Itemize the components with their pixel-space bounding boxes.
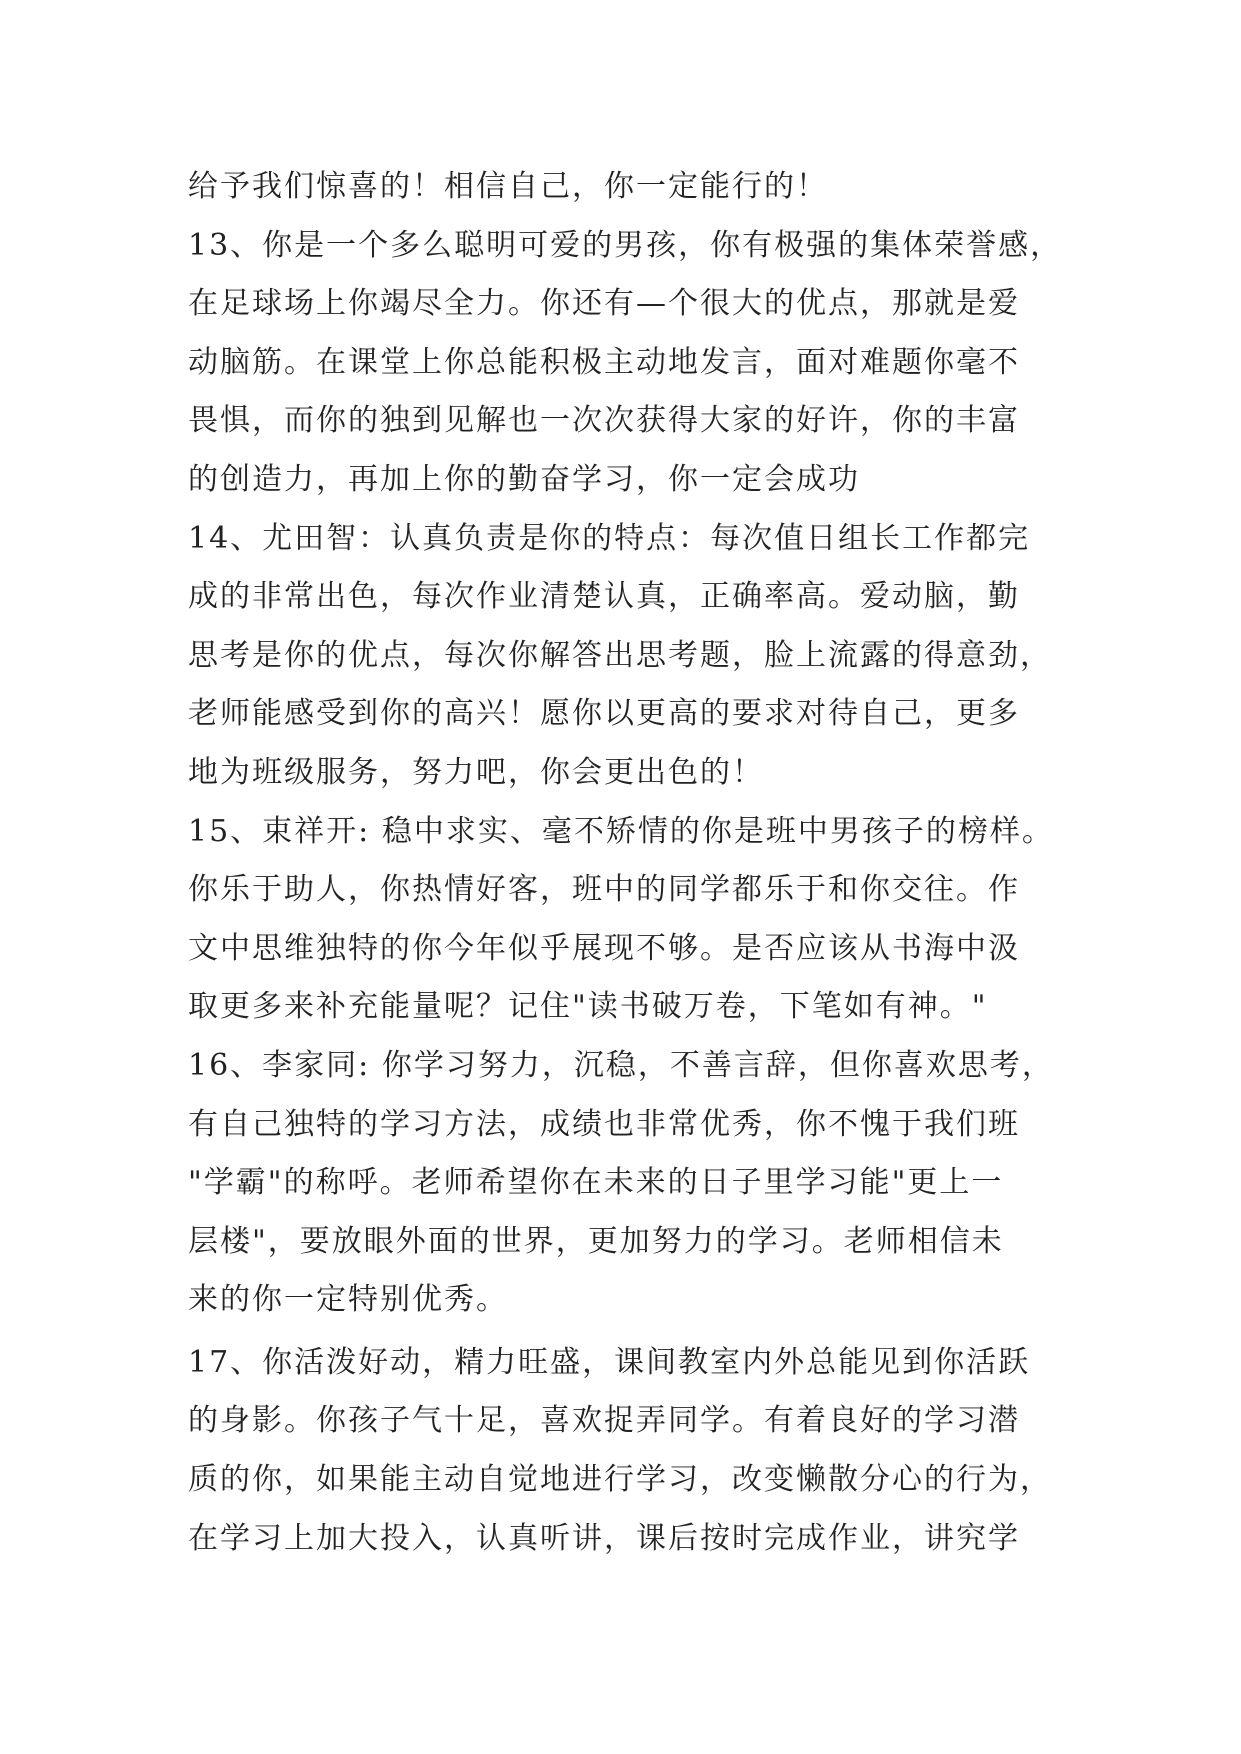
text-line: 的身影。你孩子气十足，喜欢捉弄同学。有着良好的学习潜 bbox=[188, 1403, 1020, 1439]
text-line: 你乐于助人，你热情好客，班中的同学都乐于和你交往。作 bbox=[188, 872, 1020, 908]
text-line: 17、你活泼好动，精力旺盛，课间教室内外总能见到你活跃 bbox=[188, 1344, 1031, 1380]
text-line: 取更多来补充能量呢？记住"读书破万卷，下笔如有神。" bbox=[188, 989, 988, 1025]
text-line: 成的非常出色，每次作业清楚认真，正确率高。爱动脑，勤 bbox=[188, 579, 1020, 615]
document-body bbox=[188, 158, 1063, 1568]
text-line: 15、束祥开: 稳中求实、毫不矫情的你是班中男孩子的榜样。 bbox=[188, 813, 1054, 849]
text-line: 给予我们惊喜的！相信自己，你一定能行的！ bbox=[188, 169, 828, 204]
text-line: 有自己独特的学习方法，成绩也非常优秀，你不愧于我们班 bbox=[188, 1106, 1020, 1142]
text-line: 的创造力，再加上你的勤奋学习，你一定会成功 bbox=[188, 461, 860, 497]
text-line: 14、尤田智：认真负责是你的特点：每次值日组长工作都完 bbox=[188, 520, 1031, 556]
text-line: 质的你，如果能主动自觉地进行学习，改变懒散分心的行为， bbox=[188, 1462, 1052, 1498]
text-line: 13、你是一个多么聪明可爱的男孩，你有极强的集体荣誉感， bbox=[188, 227, 1063, 263]
text-line: 地为班级服务，努力吧，你会更出色的！ bbox=[188, 754, 764, 790]
text-line: 思考是你的优点，每次你解答出思考题，脸上流露的得意劲， bbox=[188, 637, 1052, 673]
text-line: 层楼"，要放眼外面的世界，更加努力的学习。老师相信未 bbox=[188, 1223, 1004, 1259]
text-line: 畏惧，而你的独到见解也一次次获得大家的好许，你的丰富 bbox=[188, 403, 1020, 439]
text-line: 在学习上加大投入，认真听讲，课后按时完成作业，讲究学 bbox=[188, 1520, 1020, 1556]
text-line: 来的你一定特别优秀。 bbox=[188, 1282, 508, 1318]
text-line: 动脑筋。在课堂上你总能积极主动地发言，面对难题你毫不 bbox=[188, 344, 1020, 380]
text-line: 16、李家同: 你学习努力，沉稳，不善言辞，但你喜欢思考， bbox=[188, 1047, 1054, 1083]
text-line: 在足球场上你竭尽全力。你还有—个很大的优点，那就是爱 bbox=[188, 286, 1020, 322]
text-line: 文中思维独特的你今年似乎展现不够。是否应该从书海中汲 bbox=[188, 930, 1020, 966]
text-line: 老师能感受到你的高兴！愿你以更高的要求对待自己，更多 bbox=[188, 696, 1020, 732]
text-line: "学霸"的称呼。老师希望你在未来的日子里学习能"更上一 bbox=[188, 1165, 1004, 1201]
